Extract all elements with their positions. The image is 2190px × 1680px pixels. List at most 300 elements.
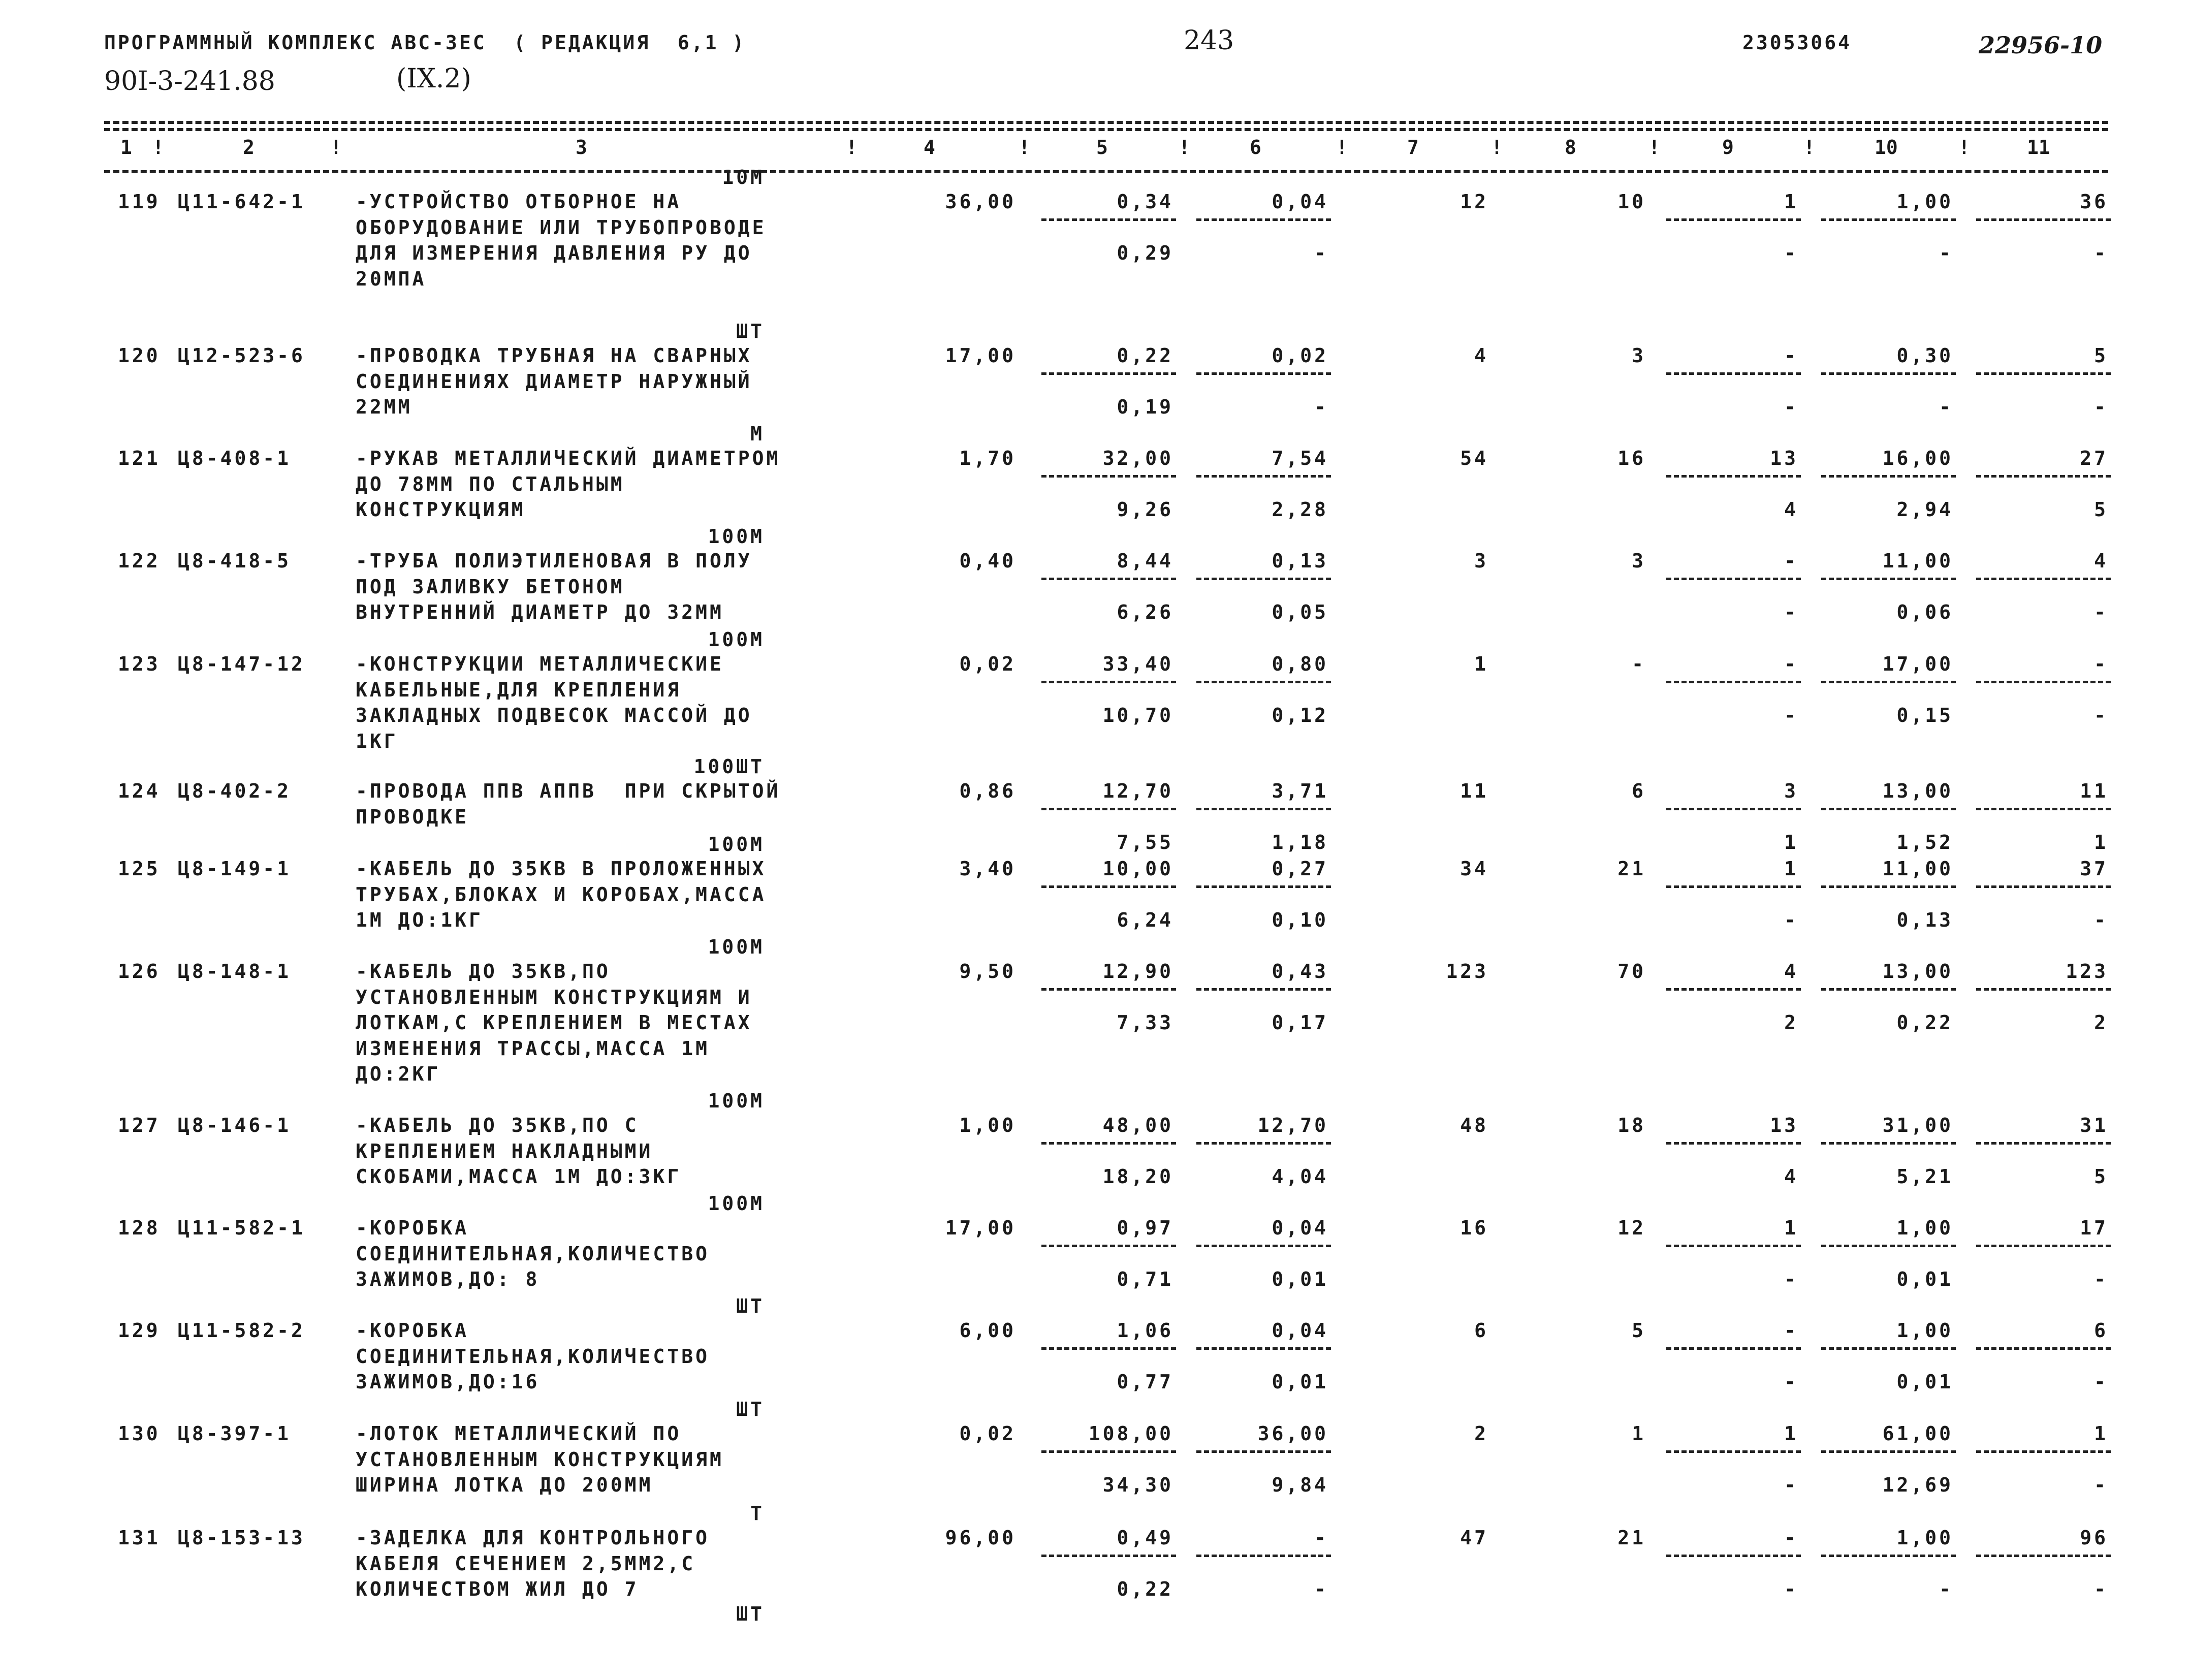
value-c5b: 0,77 <box>1117 1371 1173 1393</box>
cell-divider <box>1196 988 1331 991</box>
cell-divider <box>1821 372 1956 375</box>
value-c11b: - <box>2094 396 2108 418</box>
description-line: ДО:2КГ <box>356 1063 441 1085</box>
value-c6b: 0,17 <box>1272 1011 1328 1034</box>
value-c6b: 0,12 <box>1272 704 1328 726</box>
value-c9b: - <box>1784 601 1798 623</box>
column-header: 10 <box>1875 136 1898 159</box>
description-line: -РУКАВ МЕТАЛЛИЧЕСКИЙ ДИАМЕТРОМ <box>356 447 781 469</box>
cell-divider <box>1041 578 1176 580</box>
description-line: ЗАКЛАДНЫХ ПОДВЕСОК МАССОЙ ДО <box>356 704 752 726</box>
description-line: ЗАЖИМОВ,ДО:16 <box>356 1371 540 1393</box>
row-number: 126 <box>118 960 161 982</box>
cell-divider <box>1041 218 1176 221</box>
value-c9: 13 <box>1770 1114 1798 1136</box>
description-line: -ЛОТОК МЕТАЛЛИЧЕСКИЙ ПО <box>356 1422 682 1445</box>
value-c9: 13 <box>1770 447 1798 469</box>
column-header: 7 <box>1407 136 1419 159</box>
value-c7: 6 <box>1474 1319 1488 1342</box>
value-c6: 0,04 <box>1272 1217 1328 1239</box>
value-c5: 0,34 <box>1117 191 1173 213</box>
cell-divider <box>1976 808 2111 810</box>
cell-divider <box>1041 988 1176 991</box>
rate-code: Ц12-523-6 <box>178 344 305 367</box>
value-c9: - <box>1784 653 1798 675</box>
value-c11: 31 <box>2080 1114 2108 1136</box>
value-c4: 0,02 <box>959 1422 1016 1445</box>
value-c9b: 2 <box>1784 1011 1798 1034</box>
value-c10: 31,00 <box>1882 1114 1953 1136</box>
value-c10b: 0,06 <box>1896 601 1953 623</box>
description-line: СОЕДИНЕНИЯХ ДИАМЕТР НАРУЖНЫЙ <box>356 370 752 393</box>
cell-divider <box>1041 1347 1176 1350</box>
unit-label: ШТ <box>736 1398 765 1420</box>
value-c5: 12,90 <box>1102 960 1173 982</box>
value-c5: 1,06 <box>1117 1319 1173 1342</box>
value-c10b: 0,15 <box>1896 704 1953 726</box>
value-c6: 0,13 <box>1272 550 1328 572</box>
column-separator: ! <box>1336 136 1348 159</box>
value-c5b: 7,33 <box>1117 1011 1173 1034</box>
value-c7: 16 <box>1460 1217 1488 1239</box>
description-line: КАБЕЛЯ СЕЧЕНИЕМ 2,5ММ2,С <box>356 1552 696 1575</box>
description-line: 22ММ <box>356 396 412 418</box>
header-top-rule-2 <box>104 128 2108 131</box>
column-separator: ! <box>1803 136 1815 159</box>
cell-divider <box>1196 1450 1331 1453</box>
unit-label: 10М <box>722 166 765 188</box>
header-top-rule <box>104 121 2108 124</box>
value-c11b: - <box>2094 1578 2108 1600</box>
value-c5b: 0,19 <box>1117 396 1173 418</box>
value-c9b: 1 <box>1784 831 1798 853</box>
cell-divider <box>1041 885 1176 888</box>
value-c11b: 5 <box>2094 1165 2108 1188</box>
cell-divider <box>1976 372 2111 375</box>
value-c5: 48,00 <box>1102 1114 1173 1136</box>
cell-divider <box>1976 1347 2111 1350</box>
value-c8: 16 <box>1617 447 1646 469</box>
value-c10: 17,00 <box>1882 653 1953 675</box>
cell-divider <box>1821 885 1956 888</box>
value-c6: - <box>1314 1527 1328 1549</box>
value-c4: 9,50 <box>959 960 1016 982</box>
cell-divider <box>1666 988 1801 991</box>
cell-divider <box>1666 1347 1801 1350</box>
column-separator: ! <box>846 136 858 159</box>
value-c5: 12,70 <box>1102 780 1173 802</box>
value-c10: 1,00 <box>1896 1319 1953 1342</box>
value-c6: 0,02 <box>1272 344 1328 367</box>
rate-code: Ц11-582-2 <box>178 1319 305 1342</box>
cell-divider <box>1666 578 1801 580</box>
value-c5b: 9,26 <box>1117 498 1173 521</box>
value-c5b: 6,26 <box>1117 601 1173 623</box>
value-c5b: 34,30 <box>1102 1474 1173 1496</box>
column-separator: ! <box>1958 136 1970 159</box>
value-c9: - <box>1784 1319 1798 1342</box>
value-c7: 123 <box>1446 960 1488 982</box>
section-number: (IX.2) <box>396 64 471 94</box>
value-c8: - <box>1632 653 1646 675</box>
value-c5b: 0,22 <box>1117 1578 1173 1600</box>
unit-label: ШТ <box>736 320 765 342</box>
document-number: 22956-10 <box>1979 31 2103 59</box>
row-number: 123 <box>118 653 161 675</box>
rate-code: Ц8-408-1 <box>178 447 292 469</box>
program-title: ПРОГРАММНЫЙ КОМПЛЕКС АВС-3ЕС ( РЕДАКЦИЯ 6,1 ) <box>104 31 746 54</box>
value-c7: 47 <box>1460 1527 1488 1549</box>
unit-label: М <box>750 423 765 445</box>
value-c9: 1 <box>1784 1217 1798 1239</box>
unit-label: 100М <box>708 525 765 548</box>
description-line: -КАБЕЛЬ ДО 35КВ,ПО С <box>356 1114 639 1136</box>
cell-divider <box>1196 1245 1331 1247</box>
description-line: ВНУТРЕННИЙ ДИАМЕТР ДО 32ММ <box>356 601 724 623</box>
rate-code: Ц8-397-1 <box>178 1422 292 1445</box>
cell-divider <box>1976 1555 2111 1557</box>
row-number: 124 <box>118 780 161 802</box>
value-c11b: 5 <box>2094 498 2108 521</box>
value-c9: - <box>1784 550 1798 572</box>
document-code: 23053064 <box>1742 31 1852 54</box>
column-separator: ! <box>1019 136 1030 159</box>
cell-divider <box>1041 1142 1176 1145</box>
description-line: КРЕПЛЕНИЕМ НАКЛАДНЫМИ <box>356 1139 653 1162</box>
cell-divider <box>1196 681 1331 683</box>
cell-divider <box>1821 1555 1956 1557</box>
description-line: КОНСТРУКЦИЯМ <box>356 498 526 521</box>
column-separator: ! <box>1491 136 1503 159</box>
value-c11b: - <box>2094 242 2108 264</box>
description-line: -ЗАДЕЛКА ДЛЯ КОНТРОЛЬНОГО <box>356 1527 710 1549</box>
value-c10b: 5,21 <box>1896 1165 1953 1188</box>
value-c9b: - <box>1784 396 1798 418</box>
cell-divider <box>1976 475 2111 478</box>
value-c6: 0,43 <box>1272 960 1328 982</box>
cell-divider <box>1196 578 1331 580</box>
value-c8: 3 <box>1632 344 1646 367</box>
description-line: 20МПА <box>356 267 427 290</box>
cell-divider <box>1041 1245 1176 1247</box>
cell-divider <box>1821 1347 1956 1350</box>
cell-divider <box>1196 475 1331 478</box>
value-c8: 5 <box>1632 1319 1646 1342</box>
value-c8: 3 <box>1632 550 1646 572</box>
unit-label: 100М <box>708 628 765 651</box>
column-separator: ! <box>1648 136 1660 159</box>
value-c5: 10,00 <box>1102 858 1173 880</box>
value-c9: 1 <box>1784 191 1798 213</box>
value-c5: 32,00 <box>1102 447 1173 469</box>
value-c9b: - <box>1784 1474 1798 1496</box>
description-line: ПОД ЗАЛИВКУ БЕТОНОМ <box>356 575 625 598</box>
cell-divider <box>1666 218 1801 221</box>
value-c8: 21 <box>1617 1527 1646 1549</box>
cell-divider <box>1196 1555 1331 1557</box>
cell-divider <box>1666 475 1801 478</box>
cell-divider <box>1196 808 1331 810</box>
value-c10b: - <box>1939 242 1953 264</box>
row-number: 120 <box>118 344 161 367</box>
value-c11: 37 <box>2080 858 2108 880</box>
value-c10b: - <box>1939 396 1953 418</box>
description-line: -КОРОБКА <box>356 1217 469 1239</box>
unit-label: 100М <box>708 1090 765 1112</box>
description-line: -УСТРОЙСТВО ОТБОРНОЕ НА <box>356 191 682 213</box>
description-line: УСТАНОВЛЕННЫМ КОНСТРУКЦИЯМ И <box>356 986 752 1008</box>
row-number: 127 <box>118 1114 161 1136</box>
value-c6: 0,04 <box>1272 191 1328 213</box>
description-line: ШИРИНА ЛОТКА ДО 200ММ <box>356 1474 653 1496</box>
value-c6: 0,80 <box>1272 653 1328 675</box>
description-line: -КОНСТРУКЦИИ МЕТАЛЛИЧЕСКИЕ <box>356 653 724 675</box>
value-c10: 13,00 <box>1882 780 1953 802</box>
cell-divider <box>1821 808 1956 810</box>
value-c10b: 0,01 <box>1896 1268 1953 1290</box>
value-c11: 36 <box>2080 191 2108 213</box>
value-c7: 1 <box>1474 653 1488 675</box>
value-c11b: - <box>2094 1474 2108 1496</box>
unit-label: 100М <box>708 936 765 958</box>
value-c11b: - <box>2094 909 2108 931</box>
value-c11: 4 <box>2094 550 2108 572</box>
description-line: 1М ДО:1КГ <box>356 909 483 931</box>
rate-code: Ц8-149-1 <box>178 858 292 880</box>
column-header: 2 <box>243 136 255 159</box>
value-c8: 21 <box>1617 858 1646 880</box>
cell-divider <box>1196 1142 1331 1145</box>
row-number: 130 <box>118 1422 161 1445</box>
cell-divider <box>1976 885 2111 888</box>
description-line: СОЕДИНИТЕЛЬНАЯ,КОЛИЧЕСТВО <box>356 1242 710 1265</box>
value-c11: 27 <box>2080 447 2108 469</box>
value-c6b: 0,01 <box>1272 1371 1328 1393</box>
value-c11b: - <box>2094 1268 2108 1290</box>
description-line: -КОРОБКА <box>356 1319 469 1342</box>
cell-divider <box>1821 1245 1956 1247</box>
unit-label: 100М <box>708 1192 765 1215</box>
row-number: 125 <box>118 858 161 880</box>
column-header: 3 <box>576 136 587 159</box>
value-c11b: - <box>2094 601 2108 623</box>
value-c5: 0,97 <box>1117 1217 1173 1239</box>
row-number: 128 <box>118 1217 161 1239</box>
column-header: 8 <box>1565 136 1576 159</box>
value-c6: 12,70 <box>1257 1114 1328 1136</box>
cell-divider <box>1976 1142 2111 1145</box>
value-c4: 1,00 <box>959 1114 1016 1136</box>
value-c6b: 0,05 <box>1272 601 1328 623</box>
value-c7: 3 <box>1474 550 1488 572</box>
row-number: 121 <box>118 447 161 469</box>
value-c9: 3 <box>1784 780 1798 802</box>
value-c10: 16,00 <box>1882 447 1953 469</box>
value-c10: 61,00 <box>1882 1422 1953 1445</box>
cell-divider <box>1666 372 1801 375</box>
unit-label: 100М <box>708 833 765 855</box>
value-c4: 3,40 <box>959 858 1016 880</box>
value-c7: 4 <box>1474 344 1488 367</box>
value-c7: 12 <box>1460 191 1488 213</box>
value-c9b: - <box>1784 1578 1798 1600</box>
value-c9b: - <box>1784 909 1798 931</box>
value-c10b: 2,94 <box>1896 498 1953 521</box>
cell-divider <box>1666 1245 1801 1247</box>
value-c10: 0,30 <box>1896 344 1953 367</box>
cell-divider <box>1976 988 2111 991</box>
value-c10b: - <box>1939 1578 1953 1600</box>
description-line: ЗАЖИМОВ,ДО: 8 <box>356 1268 540 1290</box>
row-number: 119 <box>118 191 161 213</box>
description-line: -КАБЕЛЬ ДО 35КВ В ПРОЛОЖЕННЫХ <box>356 858 767 880</box>
project-number: 90I-3-241.88 <box>104 66 275 97</box>
value-c11: 6 <box>2094 1319 2108 1342</box>
column-header: 9 <box>1722 136 1734 159</box>
column-header: 11 <box>2027 136 2050 159</box>
rate-code: Ц8-148-1 <box>178 960 292 982</box>
value-c10: 1,00 <box>1896 191 1953 213</box>
value-c4: 0,02 <box>959 653 1016 675</box>
value-c6: 7,54 <box>1272 447 1328 469</box>
value-c11: 5 <box>2094 344 2108 367</box>
value-c5b: 7,55 <box>1117 831 1173 853</box>
value-c4: 17,00 <box>945 1217 1016 1239</box>
unit-label: 100ШТ <box>693 755 765 778</box>
value-c11: 123 <box>2066 960 2108 982</box>
value-c6: 0,27 <box>1272 858 1328 880</box>
description-line: -ТРУБА ПОЛИЭТИЛЕНОВАЯ В ПОЛУ <box>356 550 752 572</box>
cell-divider <box>1976 1245 2111 1247</box>
description-line: -ПРОВОДА ППВ АППВ ПРИ СКРЫТОЙ <box>356 780 781 802</box>
value-c6b: 0,10 <box>1272 909 1328 931</box>
description-line: -КАБЕЛЬ ДО 35КВ,ПО <box>356 960 611 982</box>
value-c10: 11,00 <box>1882 550 1953 572</box>
column-header: 4 <box>924 136 935 159</box>
cell-divider <box>1196 218 1331 221</box>
cell-divider <box>1196 885 1331 888</box>
description-line: ЛОТКАМ,С КРЕПЛЕНИЕМ В МЕСТАХ <box>356 1011 752 1034</box>
value-c11: 1 <box>2094 1422 2108 1445</box>
column-separator: ! <box>1179 136 1190 159</box>
cell-divider <box>1821 681 1956 683</box>
value-c9b: 4 <box>1784 1165 1798 1188</box>
value-c10: 1,00 <box>1896 1217 1953 1239</box>
row-number: 122 <box>118 550 161 572</box>
unit-label: ШТ <box>736 1295 765 1317</box>
rate-code: Ц8-418-5 <box>178 550 292 572</box>
cell-divider <box>1821 578 1956 580</box>
row-number: 131 <box>118 1527 161 1549</box>
cell-divider <box>1666 1450 1801 1453</box>
cell-divider <box>1976 578 2111 580</box>
value-c6b: - <box>1314 242 1328 264</box>
value-c6b: - <box>1314 396 1328 418</box>
cell-divider <box>1041 1450 1176 1453</box>
cell-divider <box>1666 681 1801 683</box>
value-c9b: - <box>1784 1268 1798 1290</box>
rate-code: Ц11-582-1 <box>178 1217 305 1239</box>
value-c4: 96,00 <box>945 1527 1016 1549</box>
value-c5: 8,44 <box>1117 550 1173 572</box>
value-c4: 0,86 <box>959 780 1016 802</box>
page-number: 243 <box>1184 25 1234 56</box>
description-line: 1КГ <box>356 730 398 752</box>
value-c11: - <box>2094 653 2108 675</box>
value-c4: 17,00 <box>945 344 1016 367</box>
value-c8: 6 <box>1632 780 1646 802</box>
column-separator: ! <box>152 136 164 159</box>
value-c10b: 0,13 <box>1896 909 1953 931</box>
description-line: КАБЕЛЬНЫЕ,ДЛЯ КРЕПЛЕНИЯ <box>356 678 682 701</box>
header-bottom-rule <box>104 170 2108 173</box>
description-line: ИЗМЕНЕНИЯ ТРАССЫ,МАССА 1М <box>356 1037 710 1060</box>
column-separator: ! <box>330 136 342 159</box>
cell-divider <box>1041 681 1176 683</box>
value-c9b: 4 <box>1784 498 1798 521</box>
cell-divider <box>1821 988 1956 991</box>
cell-divider <box>1666 1142 1801 1145</box>
value-c11b: 2 <box>2094 1011 2108 1034</box>
description-line: ДО 78ММ ПО СТАЛЬНЫМ <box>356 472 625 495</box>
cell-divider <box>1976 1450 2111 1453</box>
value-c10b: 0,22 <box>1896 1011 1953 1034</box>
value-c11: 96 <box>2080 1527 2108 1549</box>
value-c6b: 4,04 <box>1272 1165 1328 1188</box>
value-c9: - <box>1784 1527 1798 1549</box>
cell-divider <box>1821 1142 1956 1145</box>
description-line: -ПРОВОДКА ТРУБНАЯ НА СВАРНЫХ <box>356 344 752 367</box>
rate-code: Ц11-642-1 <box>178 191 305 213</box>
value-c9b: - <box>1784 704 1798 726</box>
row-number: 129 <box>118 1319 161 1342</box>
value-c7: 34 <box>1460 858 1488 880</box>
cell-divider <box>1041 475 1176 478</box>
rate-code: Ц8-147-12 <box>178 653 305 675</box>
value-c5: 33,40 <box>1102 653 1173 675</box>
cell-divider <box>1821 218 1956 221</box>
value-c10b: 1,52 <box>1896 831 1953 853</box>
value-c7: 2 <box>1474 1422 1488 1445</box>
value-c8: 10 <box>1617 191 1646 213</box>
value-c6: 0,04 <box>1272 1319 1328 1342</box>
cell-divider <box>1976 681 2111 683</box>
value-c7: 54 <box>1460 447 1488 469</box>
description-line: УСТАНОВЛЕННЫМ КОНСТРУКЦИЯМ <box>356 1448 724 1471</box>
value-c9b: - <box>1784 1371 1798 1393</box>
value-c6b: 9,84 <box>1272 1474 1328 1496</box>
value-c9: 1 <box>1784 858 1798 880</box>
description-line: ПРОВОДКЕ <box>356 805 469 828</box>
value-c11b: - <box>2094 704 2108 726</box>
value-c9b: - <box>1784 242 1798 264</box>
unit-label: Т <box>750 1502 765 1525</box>
value-c6: 3,71 <box>1272 780 1328 802</box>
value-c5b: 0,29 <box>1117 242 1173 264</box>
unit-label: ШТ <box>736 1603 765 1625</box>
value-c4: 36,00 <box>945 191 1016 213</box>
value-c7: 48 <box>1460 1114 1488 1136</box>
value-c8: 12 <box>1617 1217 1646 1239</box>
description-line: СОЕДИНИТЕЛЬНАЯ,КОЛИЧЕСТВО <box>356 1345 710 1368</box>
cell-divider <box>1041 1555 1176 1557</box>
value-c6b: 1,18 <box>1272 831 1328 853</box>
value-c9: - <box>1784 344 1798 367</box>
value-c11b: - <box>2094 1371 2108 1393</box>
value-c8: 70 <box>1617 960 1646 982</box>
value-c7: 11 <box>1460 780 1488 802</box>
value-c5b: 6,24 <box>1117 909 1173 931</box>
